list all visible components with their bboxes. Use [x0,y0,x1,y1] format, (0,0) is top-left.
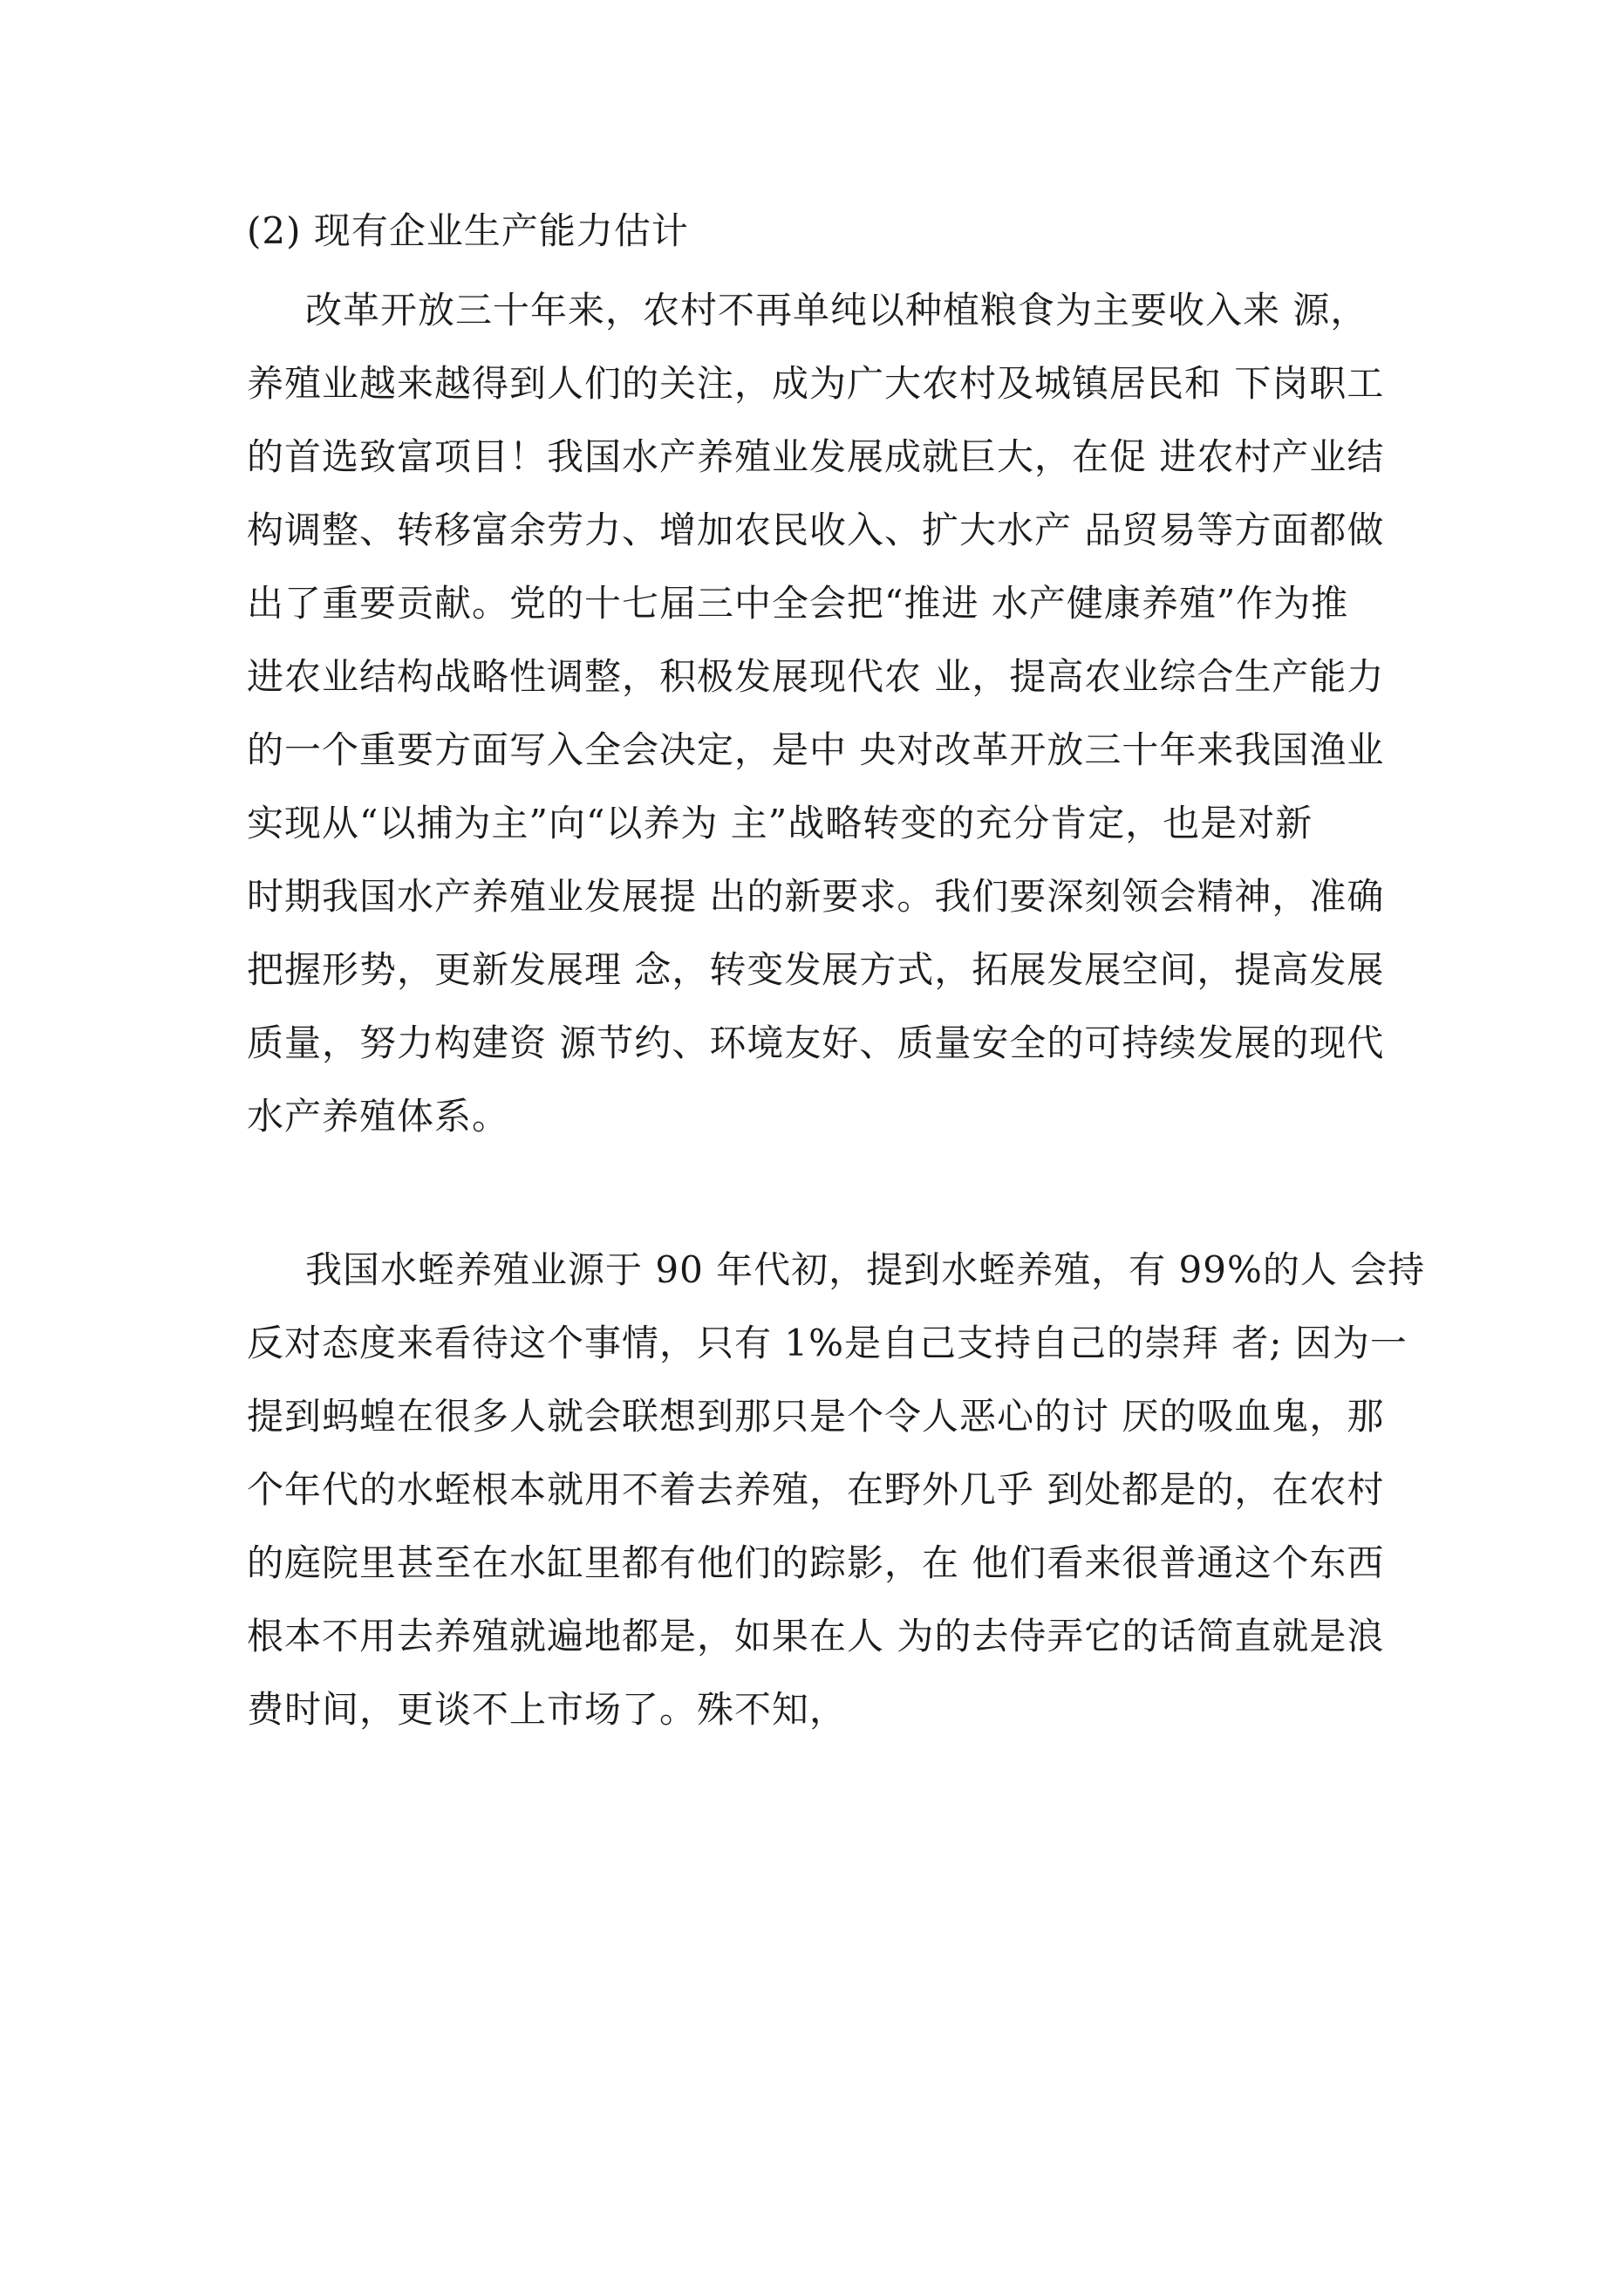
section-heading: (2) 现有企业生产能力估计 [247,209,689,252]
paragraph-1-line-1: 改革开放三十年来，农村不再单纯以种植粮食为主要收入来 源， [305,289,1368,331]
paragraph-2-line-3: 提到蚂蝗在很多人就会联想到那只是个令人恶心的讨 厌的吸血鬼，那 [247,1395,1385,1438]
paragraph-2-line-5: 的庭院里甚至在水缸里都有他们的踪影，在 他们看来很普通这个东西 [247,1541,1385,1584]
paragraph-1-line-6: 进农业结构战略性调整，积极发展现代农 业，提高农业综合生产能力 [247,655,1385,698]
paragraph-1-line-9: 时期我国水产养殖业发展提 出的新要求。我们要深刻领会精神，准确 [247,875,1385,918]
paragraph-2-line-1: 我国水蛭养殖业源于 90 年代初，提到水蛭养殖，有 99%的人 会持 [305,1248,1426,1291]
paragraph-2-line-4: 个年代的水蛭根本就用不着去养殖，在野外几乎 到处都是的，在农村 [247,1468,1385,1511]
paragraph-2-line-6: 根本不用去养殖就遍地都是，如果在人 为的去侍弄它的话简直就是浪 [247,1615,1385,1657]
paragraph-1-line-11: 质量，努力构建资 源节约、环境友好、质量安全的可持续发展的现代 [247,1022,1385,1064]
paragraph-1-line-2: 养殖业越来越得到人们的关注，成为广大农村及城镇居民和 下岗职工 [247,362,1385,405]
paragraph-1-line-4: 构调整、转移富余劳力、增加农民收入、扩大水产 品贸易等方面都做 [247,509,1385,551]
paragraph-1-line-10: 把握形势，更新发展理 念，转变发展方式，拓展发展空间，提高发展 [247,948,1385,991]
paragraph-1-line-3: 的首选致富项目！我国水产养殖业发展成就巨大，在促 进农村产业结 [247,435,1385,478]
paragraph-1-line-5: 出了重要贡献。党的十七届三中全会把“推进 水产健康养殖”作为推 [247,582,1349,625]
paragraph-1-line-8: 实现从“以捕为主”向“以养为 主”战略转变的充分肯定，也是对新 [247,802,1313,844]
paragraph-2-line-7: 费时间，更谈不上市场了。殊不知， [247,1688,848,1731]
paragraph-1-line-12: 水产养殖体系。 [247,1095,510,1138]
paragraph-1-line-7: 的一个重要方面写入全会决定，是中 央对改革开放三十年来我国渔业 [247,728,1385,771]
paragraph-2-line-2: 反对态度来看待这个事情，只有 1%是自己支持自己的崇拜 者; 因为一 [247,1322,1408,1364]
